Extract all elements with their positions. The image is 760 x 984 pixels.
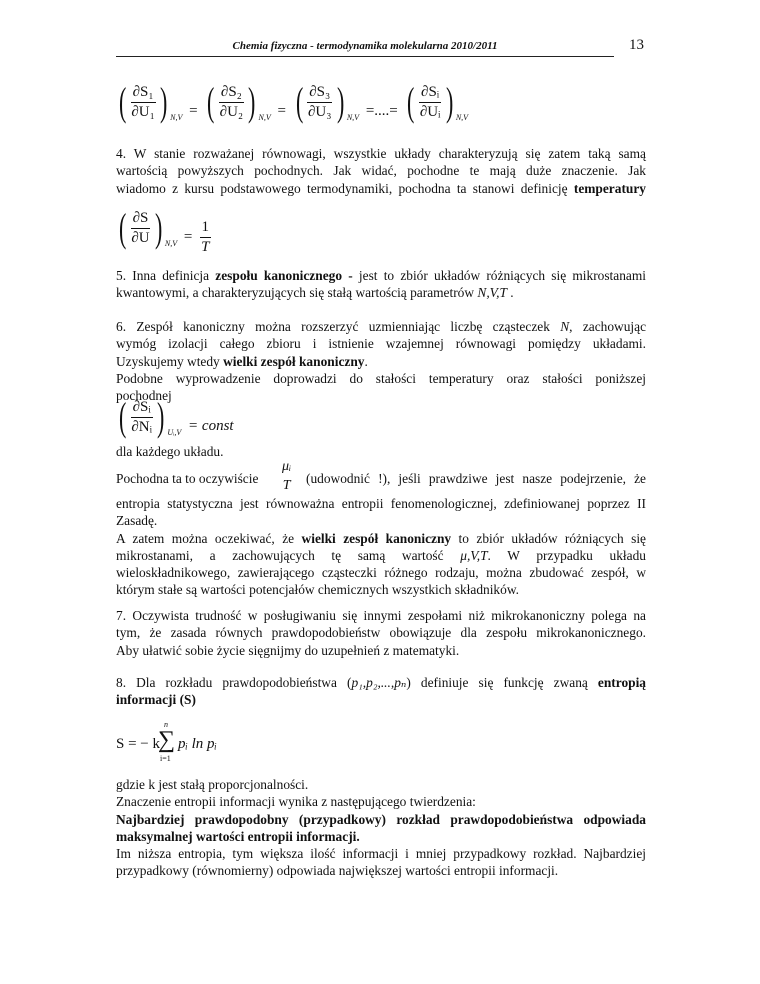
p4-line3-text: wiadomo z kursu podstawowego termodynamiki, pochodna ta stanowi definicję: [116, 180, 574, 196]
term-entropia: entropią: [597, 675, 646, 690]
eq1-sub-i: N,V: [455, 113, 469, 122]
eq1-equals-1: =: [189, 103, 198, 119]
eq4-body: pᵢ ln pᵢ: [178, 736, 217, 752]
p7-line1: 7. Oczywista trudność w posługiwaniu się innymi zespołami niż mikrokanoniczny polega na: [116, 608, 646, 623]
p8-line1-pre: 8. Dla rozkładu prawdopodobieństwa (: [116, 675, 352, 690]
p5-params: N,V,T: [477, 285, 507, 301]
p4-line2: wartością powyższych pochodnych. Jak widać, pochodne te mają duże znaczenie. Jak: [116, 163, 646, 179]
equation-const: ( $\frac{\text{∂Sᵢ}}{\text{∂Nᵢ}}$ ) $_{Uᵢ,V}$ = const: [118, 394, 234, 439]
page-number: 13: [629, 37, 644, 53]
p6b-line2-pre: Pochodna ta to oczywiście: [116, 471, 259, 486]
theorem-line1: Najbardziej prawdopodobny (przypadkowy) rozkład prawdopodobieństwa odpowiada: [116, 811, 646, 827]
paragraph-5: [116, 267, 646, 302]
p6-line1-post: , zachowując: [569, 319, 647, 334]
eq1-dots: =....=: [365, 103, 398, 119]
theorem-line2: maksymalnej wartości entropii informacji.: [116, 828, 360, 844]
p7-line3: Aby ułatwić sobie życie sięgnijmy do uzupełnień z matematyki.: [116, 642, 460, 658]
p9-line5: Im niższa entropia, tym większa ilość informacji i mniej przypadkowy rozkład. Najbardziej: [116, 846, 646, 862]
eq1-sub-2: N,V: [258, 113, 271, 122]
p9-line2: Znaczenie entropii informacji wynika z następującego twierdzenia:: [116, 794, 476, 810]
p6b-line2-post: (udowodnić !), jeśli prawdziwe jest nasze podejrzenie, że: [306, 471, 646, 486]
eq1-den-3: ∂U₃: [308, 103, 332, 120]
term-informacji-S: informacji (S): [116, 692, 196, 708]
eq3-num: ∂Sᵢ: [131, 399, 153, 418]
paragraph-6: [116, 318, 646, 404]
term-wielki-zespol: wielki zespół kanoniczny: [223, 353, 365, 369]
p6b-mu-line: [116, 458, 646, 496]
eq1-equals-2: =: [277, 103, 286, 119]
p6-line3-post: .: [364, 353, 368, 369]
p9-line6: przypadkowy (równomierny) odpowiada największej wartości entropii informacji.: [116, 863, 559, 879]
p6b-line5-pre: A zatem można oczekiwać, że: [116, 530, 302, 546]
equation-entropy: [116, 722, 316, 768]
equation-temperature: ( $\frac{\partial S}{\partial U}$ ) $_{N,V}$ = $\frac{1}{T}$: [118, 205, 210, 256]
p6b-line4: Zasadę.: [116, 513, 158, 529]
p4-line3: [116, 180, 646, 197]
p6b-line8: którym stałe są wartości potencjałów chemicznych wszystkich składników.: [116, 582, 519, 598]
eq3-rhs: = const: [188, 418, 234, 434]
eq2-den: ∂U: [131, 229, 150, 246]
eq4-lhs: S = − k: [116, 736, 161, 752]
eq2-sub: N,V: [164, 239, 178, 248]
eq2-num: ∂S: [131, 210, 151, 229]
p5-line1-pre: 5. Inna definicja: [116, 268, 216, 283]
p6b-line6-pre: mikrostanami, a zachowujących tę samą wartość: [116, 547, 461, 563]
eq4-lower: i=1: [160, 754, 171, 763]
p6b-line6-post: . W przypadku układu: [487, 547, 646, 563]
p6-line3: [116, 353, 646, 370]
equation-derivatives-equal: ( $\frac{\text{∂S₁}}{\text{∂U₁}}$ ) $_{N,V}$ = ( $\frac{\text{∂S₂}}{\text{∂U₂}}$ ) $_{N,V}$ = ( $\frac{\text{∂S₃}}{\text{∂U₃}}$ ) $_{N,V}$ =....= ( $\frac{\text{∂Sᵢ}}{\text{∂Uᵢ}}$ ) $_{N,V}$: [118, 79, 469, 124]
p6-line5: pochodnej: [116, 388, 172, 404]
p6b-line7: wieloskładnikowego, zawierającego cząsteczki różnego rodzaju, można zbudować zespół, w: [116, 565, 646, 581]
eq3-sub: Uᵢ,V: [167, 428, 182, 437]
eq4-upper: n: [164, 720, 168, 729]
eq1-num-i: ∂Sᵢ: [419, 84, 441, 103]
eq1-den-2: ∂U₂: [219, 103, 244, 120]
eq1-num-3: ∂S₃: [307, 84, 332, 103]
header-rule: [116, 56, 614, 57]
eq1-sub-1: N,V: [170, 113, 183, 122]
p5-line1: [116, 267, 646, 284]
eq2-rhs-num: 1: [200, 219, 212, 238]
eq1-den-1: ∂U₁: [131, 103, 155, 120]
p6b-line5-post: to zbiór układów różniących się: [451, 530, 646, 546]
p6b-line5: [116, 530, 646, 547]
term-temperatury: temperatury: [573, 180, 646, 196]
eq3-den: ∂Nᵢ: [131, 418, 153, 435]
p6-line1: [116, 318, 646, 335]
paragraph-8: [116, 674, 646, 709]
mu-den: T: [282, 478, 291, 493]
paragraph-7: [116, 607, 646, 659]
eq2-rhs-den: T: [201, 239, 210, 256]
p6b-line1: dla każdego układu.: [116, 444, 224, 459]
p8-line1-post: ) definiuje się funkcję zwaną: [406, 675, 598, 690]
paragraph-9: [116, 776, 646, 880]
term-wielki-zespol-2: wielki zespół kanoniczny: [301, 530, 452, 546]
header-title: Chemia fizyczna - termodynamika molekularna 2010/2011: [232, 40, 498, 52]
paragraph-6c: [116, 495, 646, 599]
page-header: [116, 37, 644, 60]
p8-distribution: p₁,p₂,...,pₙ: [351, 675, 407, 690]
eq1-den-i: ∂Uᵢ: [419, 103, 441, 120]
term-zespol-kanoniczny: zespołu kanonicznego -: [215, 268, 353, 283]
p9-line1: gdzie k jest stałą proporcjonalności.: [116, 777, 309, 792]
eq1-sub-3: N,V: [346, 113, 360, 122]
p6b-line6: [116, 547, 646, 564]
p5-line1-post: jest to zbiór układów różniących się mikrostanami: [352, 268, 647, 283]
paragraph-4: [116, 145, 646, 197]
p5-line2: [116, 284, 646, 301]
p6b-muVT: μ,V,T: [460, 547, 488, 563]
p6-line3-pre: Uzyskujemy wtedy: [116, 353, 224, 369]
p6-line1-pre: 6. Zespół kanoniczny można rozszerzyć uzmienniając liczbę cząsteczek: [116, 319, 561, 334]
sum-symbol: ∑: [158, 727, 176, 753]
mu-num: μᵢ: [282, 459, 292, 474]
p6-line2: wymóg izolacji całego zbioru i istnienie wzajemnej równowagi pomiędzy układami.: [116, 336, 646, 352]
p6-line4: Podobne wyprowadzenie doprowadzi do stałości temperatury oraz stałości poniższej: [116, 370, 646, 386]
p4-line1: 4. W stanie rozważanej równowagi, wszystkie układy charakteryzują się zatem taką samą: [116, 146, 646, 161]
eq2-equals: =: [183, 229, 193, 245]
p7-line2: tym, że zasada równych prawdopodobieństw obowiązuje dla zespołu mikrokanonicznego.: [116, 625, 646, 641]
p8-line1: [116, 674, 646, 691]
p5-line2-post: .: [506, 285, 514, 301]
p6-N: N: [560, 319, 570, 334]
eq1-num-2: ∂S₂: [219, 84, 244, 103]
p6b-line3: entropia statystyczna jest równoważna entropii fenomenologicznej, zdefiniowanej poprzez II: [116, 496, 646, 511]
mu-over-T: [280, 458, 293, 494]
p5-line2-pre: kwantowymi, a charakteryzujących się stałą wartością parametrów: [116, 285, 478, 301]
eq1-num-1: ∂S₁: [131, 84, 156, 103]
